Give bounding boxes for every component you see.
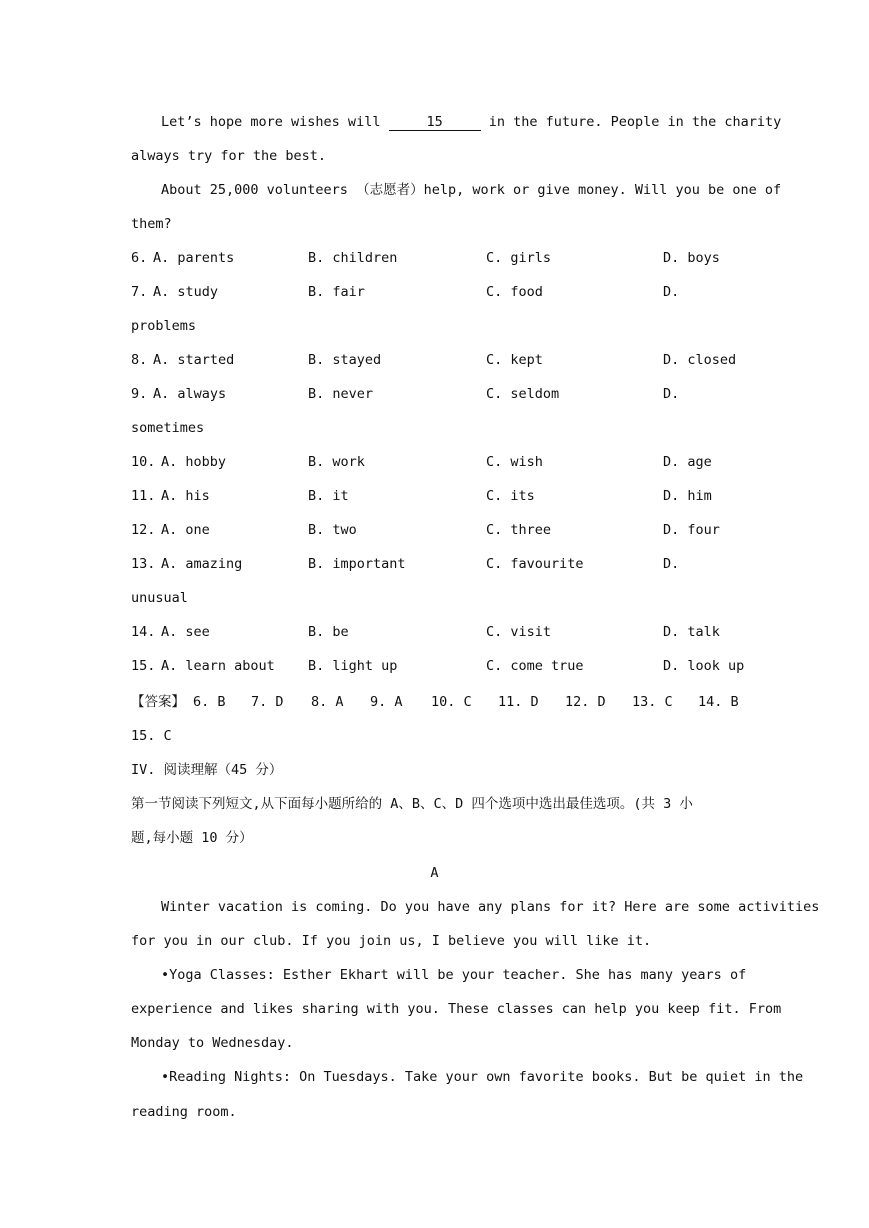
option-d: D. (663, 386, 680, 402)
question-row (131, 452, 741, 472)
question-number: 14. (131, 624, 156, 640)
passage-line: them? (131, 216, 172, 232)
passage-a-line: Winter vacation is coming. Do you have any plans for it? Here are some activities (161, 899, 820, 915)
option-b: B. it (308, 488, 349, 504)
passage-line: About 25,000 volunteers （志愿者）help, work or give money. Will you be one of (161, 182, 782, 198)
passage-a-line: •Yoga Classes: Esther Ekhart will be your teacher. She has many years of (161, 967, 747, 983)
option-a: A. started (153, 352, 235, 368)
option-b: B. work (308, 454, 365, 470)
option-a: A. learn about (161, 658, 275, 674)
question-row (131, 282, 741, 302)
answer-item: 11. D (498, 694, 539, 710)
option-a: A. hobby (161, 454, 227, 470)
option-d: D. him (663, 488, 712, 504)
passage-text: Let’s hope more wishes will (161, 114, 389, 130)
option-d-wrap: problems (131, 318, 197, 334)
question-number: 13. (131, 556, 156, 572)
option-a: A. always (153, 386, 227, 402)
answer-item: 12. D (565, 694, 606, 710)
question-number: 6. (131, 250, 148, 266)
option-c: C. seldom (486, 386, 560, 402)
section-instruction: 题,每小题 10 分） (131, 830, 253, 846)
question-row (131, 384, 741, 404)
option-d: D. (663, 284, 680, 300)
option-a: A. study (153, 284, 219, 300)
option-a: A. one (161, 522, 210, 538)
question-row (131, 350, 741, 370)
question-row (131, 248, 741, 268)
passage-letter: A (430, 865, 439, 881)
answer-item: 10. C (431, 694, 472, 710)
answer-item: 13. C (632, 694, 673, 710)
passage-a-line: experience and likes sharing with you. These classes can help you keep fit. From (131, 1001, 782, 1017)
option-a: A. parents (153, 250, 235, 266)
question-number: 8. (131, 352, 148, 368)
option-b: B. fair (308, 284, 365, 300)
option-b: B. stayed (308, 352, 382, 368)
option-c: C. its (486, 488, 535, 504)
option-d: D. talk (663, 624, 720, 640)
blank-15: 15 (389, 114, 481, 131)
question-number: 12. (131, 522, 156, 538)
answer-label: 【答案】 (131, 694, 185, 710)
section-heading: IV. 阅读理解（45 分） (131, 762, 283, 778)
option-d: D. age (663, 454, 712, 470)
option-a: A. see (161, 624, 210, 640)
passage-a-line: for you in our club. If you join us, I believe you will like it. (131, 933, 652, 949)
answer-item: 8. A (311, 694, 344, 710)
answer-item: 15. C (131, 728, 172, 744)
answer-item: 7. D (251, 694, 284, 710)
option-b: B. light up (308, 658, 398, 674)
option-c: C. kept (486, 352, 543, 368)
question-row (131, 486, 741, 506)
question-row (131, 622, 741, 642)
answer-item: 9. A (370, 694, 403, 710)
option-d: D. boys (663, 250, 720, 266)
passage-line: always try for the best. (131, 148, 327, 164)
question-number: 10. (131, 454, 156, 470)
question-number: 7. (131, 284, 148, 300)
question-number: 11. (131, 488, 156, 504)
option-d-wrap: sometimes (131, 420, 205, 436)
passage-a-line: Monday to Wednesday. (131, 1035, 294, 1051)
passage-a-line: •Reading Nights: On Tuesdays. Take your own favorite books. But be quiet in the (161, 1069, 804, 1085)
option-b: B. never (308, 386, 374, 402)
passage-line (161, 112, 781, 132)
option-b: B. two (308, 522, 357, 538)
passage-text: in the future. People in the charity (480, 114, 782, 130)
option-d: D. closed (663, 352, 737, 368)
passage-a-line: reading room. (131, 1104, 237, 1120)
question-number: 15. (131, 658, 156, 674)
question-row (131, 554, 741, 574)
option-a: A. amazing (161, 556, 243, 572)
question-row (131, 520, 741, 540)
option-c: C. three (486, 522, 552, 538)
option-c: C. come true (486, 658, 584, 674)
option-d: D. (663, 556, 680, 572)
option-d: D. four (663, 522, 720, 538)
option-c: C. food (486, 284, 543, 300)
option-b: B. be (308, 624, 349, 640)
answer-item: 6. B (193, 694, 226, 710)
option-c: C. favourite (486, 556, 584, 572)
answer-item: 14. B (698, 694, 739, 710)
option-d-wrap: unusual (131, 590, 188, 606)
option-c: C. visit (486, 624, 552, 640)
option-b: B. important (308, 556, 406, 572)
question-row (131, 656, 745, 676)
option-a: A. his (161, 488, 210, 504)
option-c: C. girls (486, 250, 552, 266)
section-instruction: 第一节阅读下列短文,从下面每小题所给的 A、B、C、D 四个选项中选出最佳选项。(共 3 小 (131, 796, 693, 812)
option-b: B. children (308, 250, 398, 266)
question-number: 9. (131, 386, 148, 402)
option-c: C. wish (486, 454, 543, 470)
option-d: D. look up (663, 658, 745, 674)
